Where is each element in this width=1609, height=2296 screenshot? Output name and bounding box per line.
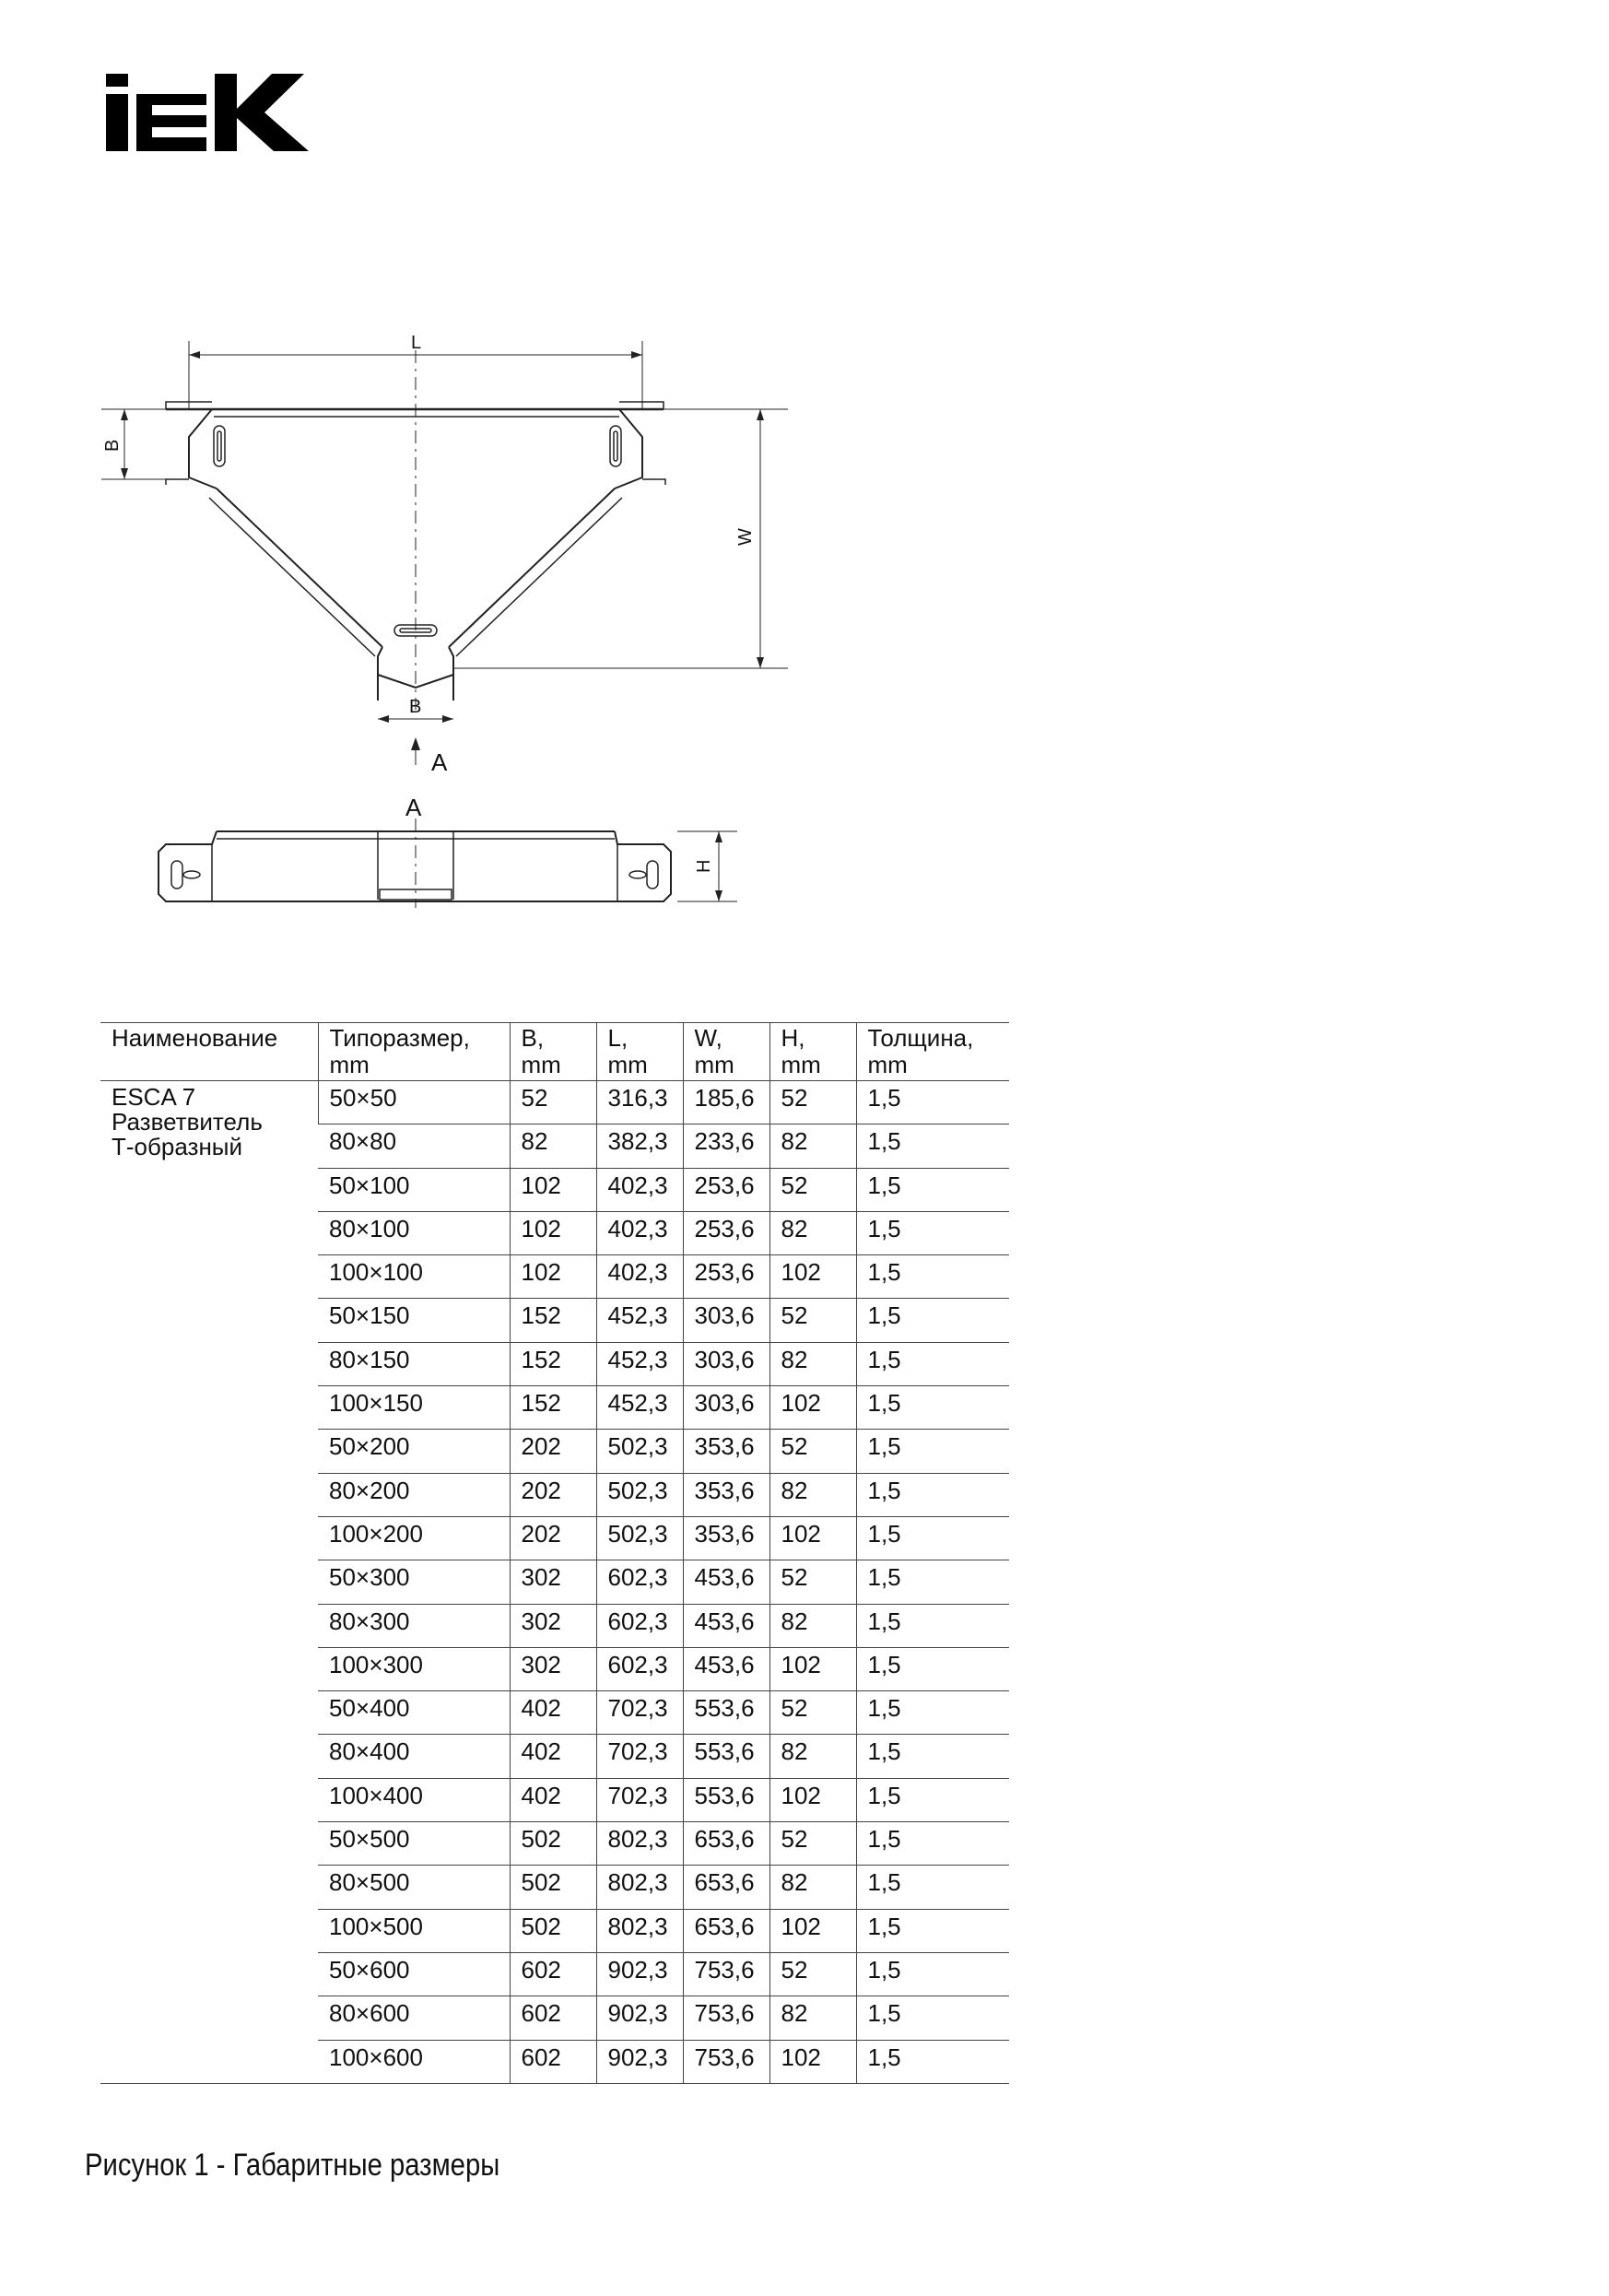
table-header-row: [100, 1023, 1009, 1081]
l-cell: 802,3: [596, 1866, 683, 1909]
l-cell: 452,3: [596, 1342, 683, 1385]
b-cell: 202: [510, 1516, 596, 1560]
size-cell: 50×600: [318, 1952, 510, 1996]
h-cell: 52: [769, 1691, 856, 1735]
thickness-cell: 1,5: [856, 2040, 1009, 2083]
w-cell: 303,6: [683, 1342, 769, 1385]
l-cell: 602,3: [596, 1560, 683, 1604]
h-cell: 52: [769, 1952, 856, 1996]
size-cell: 100×400: [318, 1778, 510, 1821]
h-cell: 82: [769, 1211, 856, 1254]
header-name: Наименование: [100, 1023, 318, 1081]
w-cell: 653,6: [683, 1866, 769, 1909]
w-cell: 553,6: [683, 1778, 769, 1821]
l-cell: 502,3: [596, 1473, 683, 1516]
b-cell: 102: [510, 1211, 596, 1254]
dimensions-table: [100, 1022, 1009, 2084]
w-cell: 453,6: [683, 1604, 769, 1647]
b-cell: 152: [510, 1299, 596, 1342]
thickness-cell: 1,5: [856, 1211, 1009, 1254]
w-cell: 453,6: [683, 1647, 769, 1690]
w-cell: 653,6: [683, 1822, 769, 1866]
size-cell: 100×100: [318, 1255, 510, 1299]
b-cell: 302: [510, 1604, 596, 1647]
b-cell: 82: [510, 1124, 596, 1168]
h-cell: 82: [769, 1866, 856, 1909]
h-cell: 82: [769, 1735, 856, 1778]
technical-drawing: [74, 313, 829, 922]
l-cell: 902,3: [596, 1996, 683, 2040]
header-b: B, mm: [510, 1023, 596, 1081]
l-cell: 316,3: [596, 1081, 683, 1124]
header-thickness: Толщина, mm: [856, 1023, 1009, 1081]
l-cell: 602,3: [596, 1647, 683, 1690]
h-cell: 102: [769, 1778, 856, 1821]
thickness-cell: 1,5: [856, 1866, 1009, 1909]
h-cell: 52: [769, 1081, 856, 1124]
thickness-cell: 1,5: [856, 1430, 1009, 1473]
thickness-cell: 1,5: [856, 1386, 1009, 1430]
l-cell: 502,3: [596, 1516, 683, 1560]
b-cell: 502: [510, 1866, 596, 1909]
h-cell: 82: [769, 1604, 856, 1647]
h-cell: 82: [769, 1473, 856, 1516]
w-cell: 253,6: [683, 1255, 769, 1299]
dim-w-label: W: [735, 528, 756, 546]
w-cell: 303,6: [683, 1299, 769, 1342]
product-name-line: ESCA 7: [112, 1083, 196, 1111]
l-cell: 902,3: [596, 1952, 683, 1996]
size-cell: 80×400: [318, 1735, 510, 1778]
w-cell: 653,6: [683, 1909, 769, 1952]
b-cell: 502: [510, 1822, 596, 1866]
h-cell: 52: [769, 1430, 856, 1473]
h-cell: 52: [769, 1299, 856, 1342]
size-cell: 50×300: [318, 1560, 510, 1604]
b-cell: 402: [510, 1778, 596, 1821]
dim-h-label: H: [694, 859, 714, 873]
w-cell: 753,6: [683, 1996, 769, 2040]
b-cell: 602: [510, 1952, 596, 1996]
b-cell: 52: [510, 1081, 596, 1124]
thickness-cell: 1,5: [856, 1735, 1009, 1778]
dim-l-label: L: [411, 333, 422, 353]
b-cell: 402: [510, 1691, 596, 1735]
h-cell: 102: [769, 1386, 856, 1430]
thickness-cell: 1,5: [856, 1996, 1009, 2040]
b-cell: 102: [510, 1255, 596, 1299]
thickness-cell: 1,5: [856, 1473, 1009, 1516]
size-cell: 80×200: [318, 1473, 510, 1516]
h-cell: 82: [769, 1124, 856, 1168]
h-cell: 102: [769, 1647, 856, 1690]
iek-logo-mark: [106, 74, 309, 151]
view-arrow-label: A: [431, 748, 448, 776]
b-cell: 602: [510, 1996, 596, 2040]
l-cell: 902,3: [596, 2040, 683, 2083]
dim-b-side-label: B: [102, 439, 123, 452]
table-body: [100, 1081, 1009, 2084]
w-cell: 753,6: [683, 1952, 769, 1996]
size-cell: 80×100: [318, 1211, 510, 1254]
l-cell: 452,3: [596, 1299, 683, 1342]
thickness-cell: 1,5: [856, 1952, 1009, 1996]
h-cell: 102: [769, 1255, 856, 1299]
size-cell: 50×400: [318, 1691, 510, 1735]
b-cell: 402: [510, 1735, 596, 1778]
w-cell: 553,6: [683, 1735, 769, 1778]
b-cell: 302: [510, 1647, 596, 1690]
size-cell: 80×500: [318, 1866, 510, 1909]
l-cell: 382,3: [596, 1124, 683, 1168]
w-cell: 753,6: [683, 2040, 769, 2083]
size-cell: 50×150: [318, 1299, 510, 1342]
size-cell: 80×600: [318, 1996, 510, 2040]
w-cell: 253,6: [683, 1211, 769, 1254]
h-cell: 102: [769, 2040, 856, 2083]
product-name-cell: [100, 1081, 318, 2084]
b-cell: 202: [510, 1430, 596, 1473]
table-row: [100, 1081, 1009, 1124]
size-cell: 80×150: [318, 1342, 510, 1385]
b-cell: 502: [510, 1909, 596, 1952]
size-cell: 100×150: [318, 1386, 510, 1430]
size-cell: 80×80: [318, 1124, 510, 1168]
l-cell: 402,3: [596, 1168, 683, 1211]
b-cell: 152: [510, 1342, 596, 1385]
l-cell: 702,3: [596, 1778, 683, 1821]
l-cell: 802,3: [596, 1909, 683, 1952]
thickness-cell: 1,5: [856, 1299, 1009, 1342]
size-cell: 50×500: [318, 1822, 510, 1866]
size-cell: 100×200: [318, 1516, 510, 1560]
b-cell: 202: [510, 1473, 596, 1516]
l-cell: 502,3: [596, 1430, 683, 1473]
dim-b-bottom-label: B: [409, 697, 422, 717]
h-cell: 52: [769, 1560, 856, 1604]
figure-caption: Рисунок 1 - Габаритные размеры: [85, 2148, 500, 2183]
size-cell: 50×50: [318, 1081, 510, 1124]
b-cell: 152: [510, 1386, 596, 1430]
b-cell: 302: [510, 1560, 596, 1604]
w-cell: 353,6: [683, 1473, 769, 1516]
w-cell: 353,6: [683, 1516, 769, 1560]
header-w: W, mm: [683, 1023, 769, 1081]
w-cell: 353,6: [683, 1430, 769, 1473]
w-cell: 303,6: [683, 1386, 769, 1430]
thickness-cell: 1,5: [856, 1342, 1009, 1385]
h-cell: 102: [769, 1516, 856, 1560]
thickness-cell: 1,5: [856, 1124, 1009, 1168]
l-cell: 452,3: [596, 1386, 683, 1430]
w-cell: 233,6: [683, 1124, 769, 1168]
thickness-cell: 1,5: [856, 1255, 1009, 1299]
product-name-line: Т-образный: [112, 1133, 243, 1160]
tee-splitter-drawing: [74, 313, 829, 922]
size-cell: 80×300: [318, 1604, 510, 1647]
thickness-cell: 1,5: [856, 1647, 1009, 1690]
l-cell: 402,3: [596, 1255, 683, 1299]
thickness-cell: 1,5: [856, 1909, 1009, 1952]
l-cell: 602,3: [596, 1604, 683, 1647]
thickness-cell: 1,5: [856, 1168, 1009, 1211]
size-cell: 50×200: [318, 1430, 510, 1473]
h-cell: 82: [769, 1342, 856, 1385]
thickness-cell: 1,5: [856, 1560, 1009, 1604]
size-cell: 100×600: [318, 2040, 510, 2083]
b-cell: 102: [510, 1168, 596, 1211]
thickness-cell: 1,5: [856, 1822, 1009, 1866]
thickness-cell: 1,5: [856, 1778, 1009, 1821]
thickness-cell: 1,5: [856, 1604, 1009, 1647]
thickness-cell: 1,5: [856, 1516, 1009, 1560]
l-cell: 702,3: [596, 1735, 683, 1778]
thickness-cell: 1,5: [856, 1691, 1009, 1735]
w-cell: 453,6: [683, 1560, 769, 1604]
l-cell: 802,3: [596, 1822, 683, 1866]
product-name-line: Разветвитель: [112, 1108, 263, 1136]
h-cell: 102: [769, 1909, 856, 1952]
size-cell: 100×500: [318, 1909, 510, 1952]
header-h: H, mm: [769, 1023, 856, 1081]
w-cell: 253,6: [683, 1168, 769, 1211]
w-cell: 553,6: [683, 1691, 769, 1735]
thickness-cell: 1,5: [856, 1081, 1009, 1124]
iek-logo: [106, 74, 309, 151]
header-size: Типоразмер, mm: [318, 1023, 510, 1081]
h-cell: 82: [769, 1996, 856, 2040]
l-cell: 402,3: [596, 1211, 683, 1254]
size-cell: 100×300: [318, 1647, 510, 1690]
b-cell: 602: [510, 2040, 596, 2083]
size-cell: 50×100: [318, 1168, 510, 1211]
l-cell: 702,3: [596, 1691, 683, 1735]
h-cell: 52: [769, 1168, 856, 1211]
header-l: L, mm: [596, 1023, 683, 1081]
h-cell: 52: [769, 1822, 856, 1866]
view-title: A: [405, 794, 422, 821]
w-cell: 185,6: [683, 1081, 769, 1124]
